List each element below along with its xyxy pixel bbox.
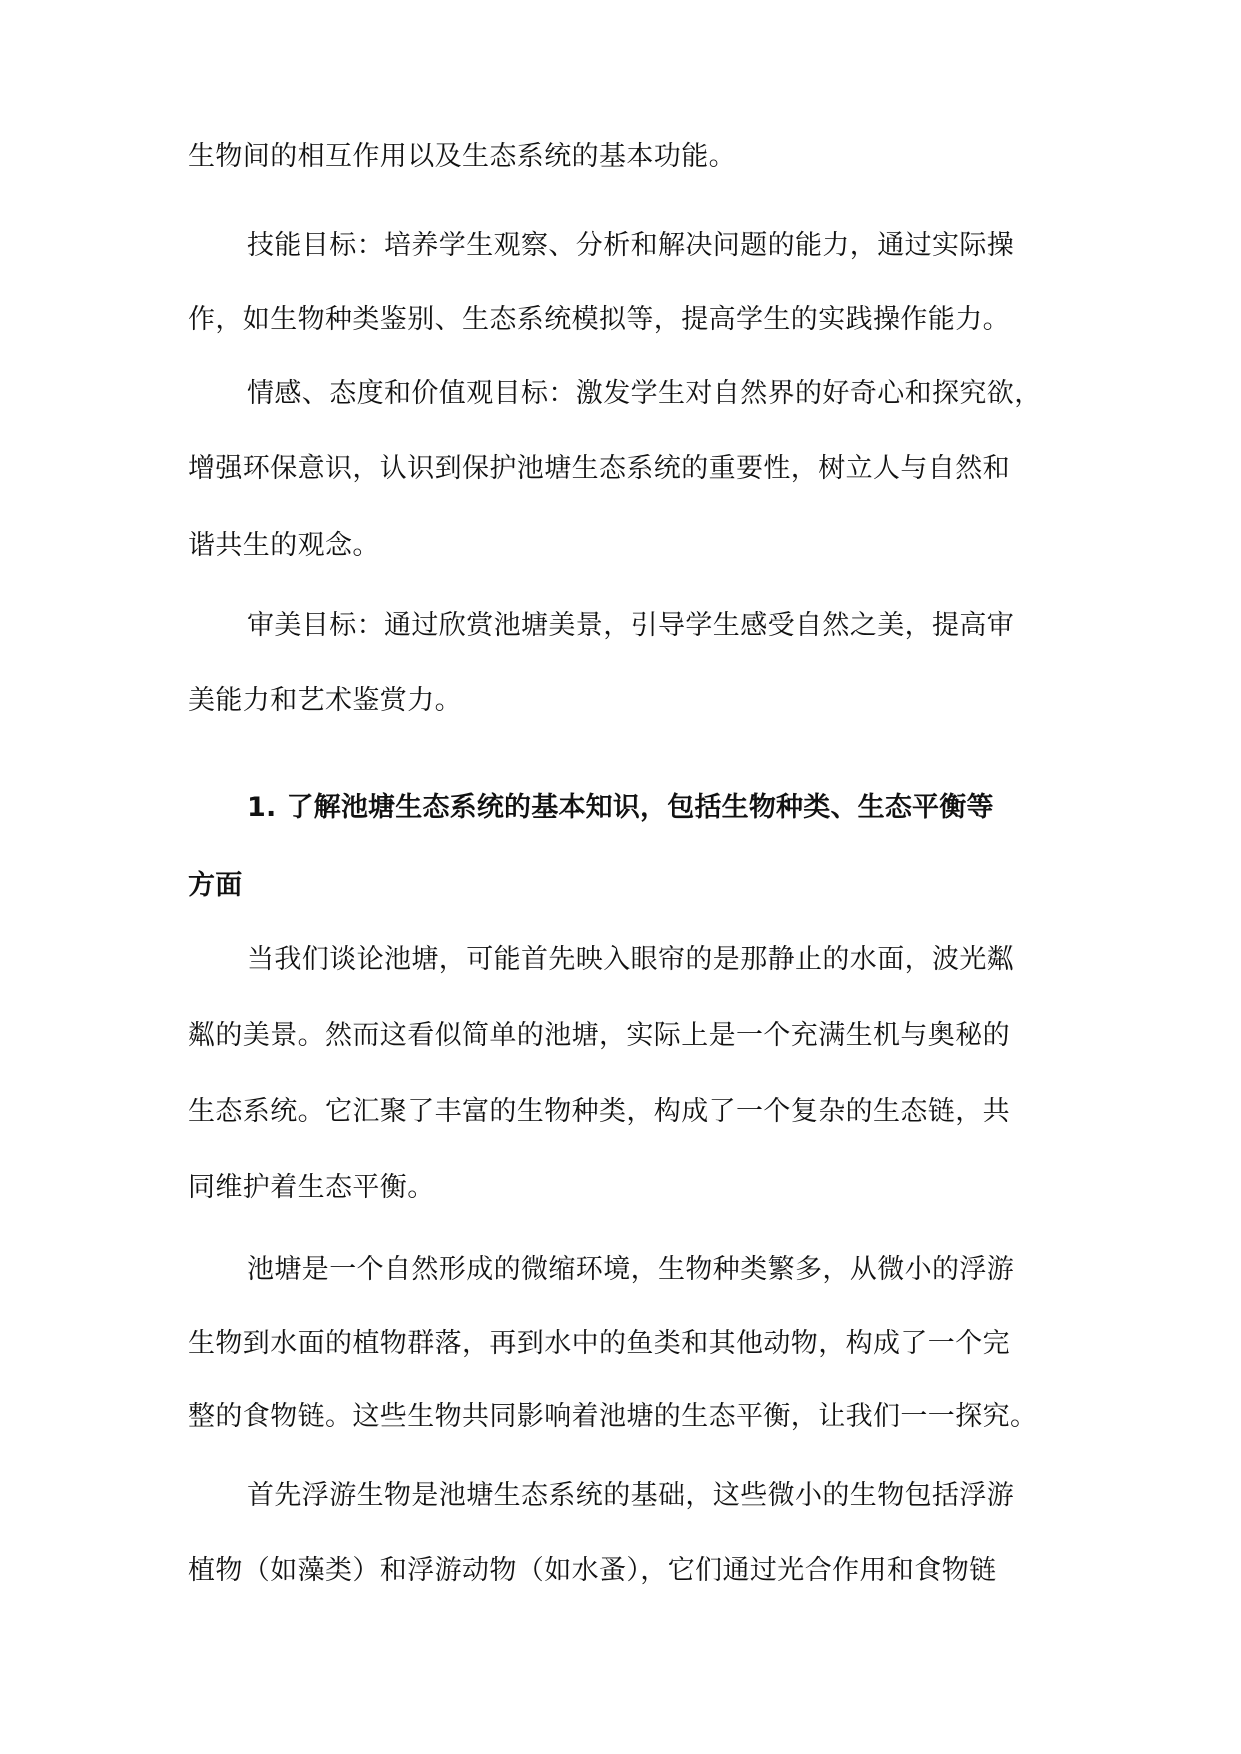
text-line: 池塘是一个自然形成的微缩环境，生物种类繁多，从微小的浮游 (247, 1254, 1015, 1285)
text-line: 生态系统。它汇聚了丰富的生物种类，构成了一个复杂的生态链，共 (188, 1096, 1010, 1127)
section-number: 1. (247, 792, 277, 823)
text-line: 谐共生的观念。 (188, 530, 380, 561)
text-line: 技能目标：培养学生观察、分析和解决问题的能力，通过实际操 (247, 230, 1015, 261)
text-line: 增强环保意识，认识到保护池塘生态系统的重要性，树立人与自然和 (188, 453, 1010, 484)
text-line: 审美目标：通过欣赏池塘美景，引导学生感受自然之美，提高审 (247, 610, 1015, 641)
text-line: 粼的美景。然而这看似简单的池塘，实际上是一个充满生机与奥秘的 (188, 1020, 1010, 1051)
text-line: 首先浮游生物是池塘生态系统的基础，这些微小的生物包括浮游 (247, 1480, 1015, 1511)
text-line: 生物间的相互作用以及生态系统的基本功能。 (188, 141, 736, 172)
text-line: 生物到水面的植物群落，再到水中的鱼类和其他动物，构成了一个完 (188, 1328, 1010, 1359)
text-line: 植物（如藻类）和浮游动物（如水蚤），它们通过光合作用和食物链 (188, 1555, 997, 1586)
text-line: 同维护着生态平衡。 (188, 1172, 435, 1203)
text-line: 当我们谈论池塘，可能首先映入眼帘的是那静止的水面，波光粼 (247, 944, 1015, 975)
text-line: 情感、态度和价值观目标：激发学生对自然界的好奇心和探究欲， (247, 378, 1042, 409)
text-line: 作，如生物种类鉴别、生态系统模拟等，提高学生的实践操作能力。 (188, 304, 1010, 335)
section-title-line: 了解池塘生态系统的基本知识，包括生物种类、生态平衡等 (286, 792, 994, 823)
section-title-line: 方面 (188, 870, 243, 901)
text-line: 美能力和艺术鉴赏力。 (188, 685, 462, 716)
text-line: 整的食物链。这些生物共同影响着池塘的生态平衡，让我们一一探究。 (188, 1401, 1038, 1432)
section-heading (247, 788, 1053, 828)
